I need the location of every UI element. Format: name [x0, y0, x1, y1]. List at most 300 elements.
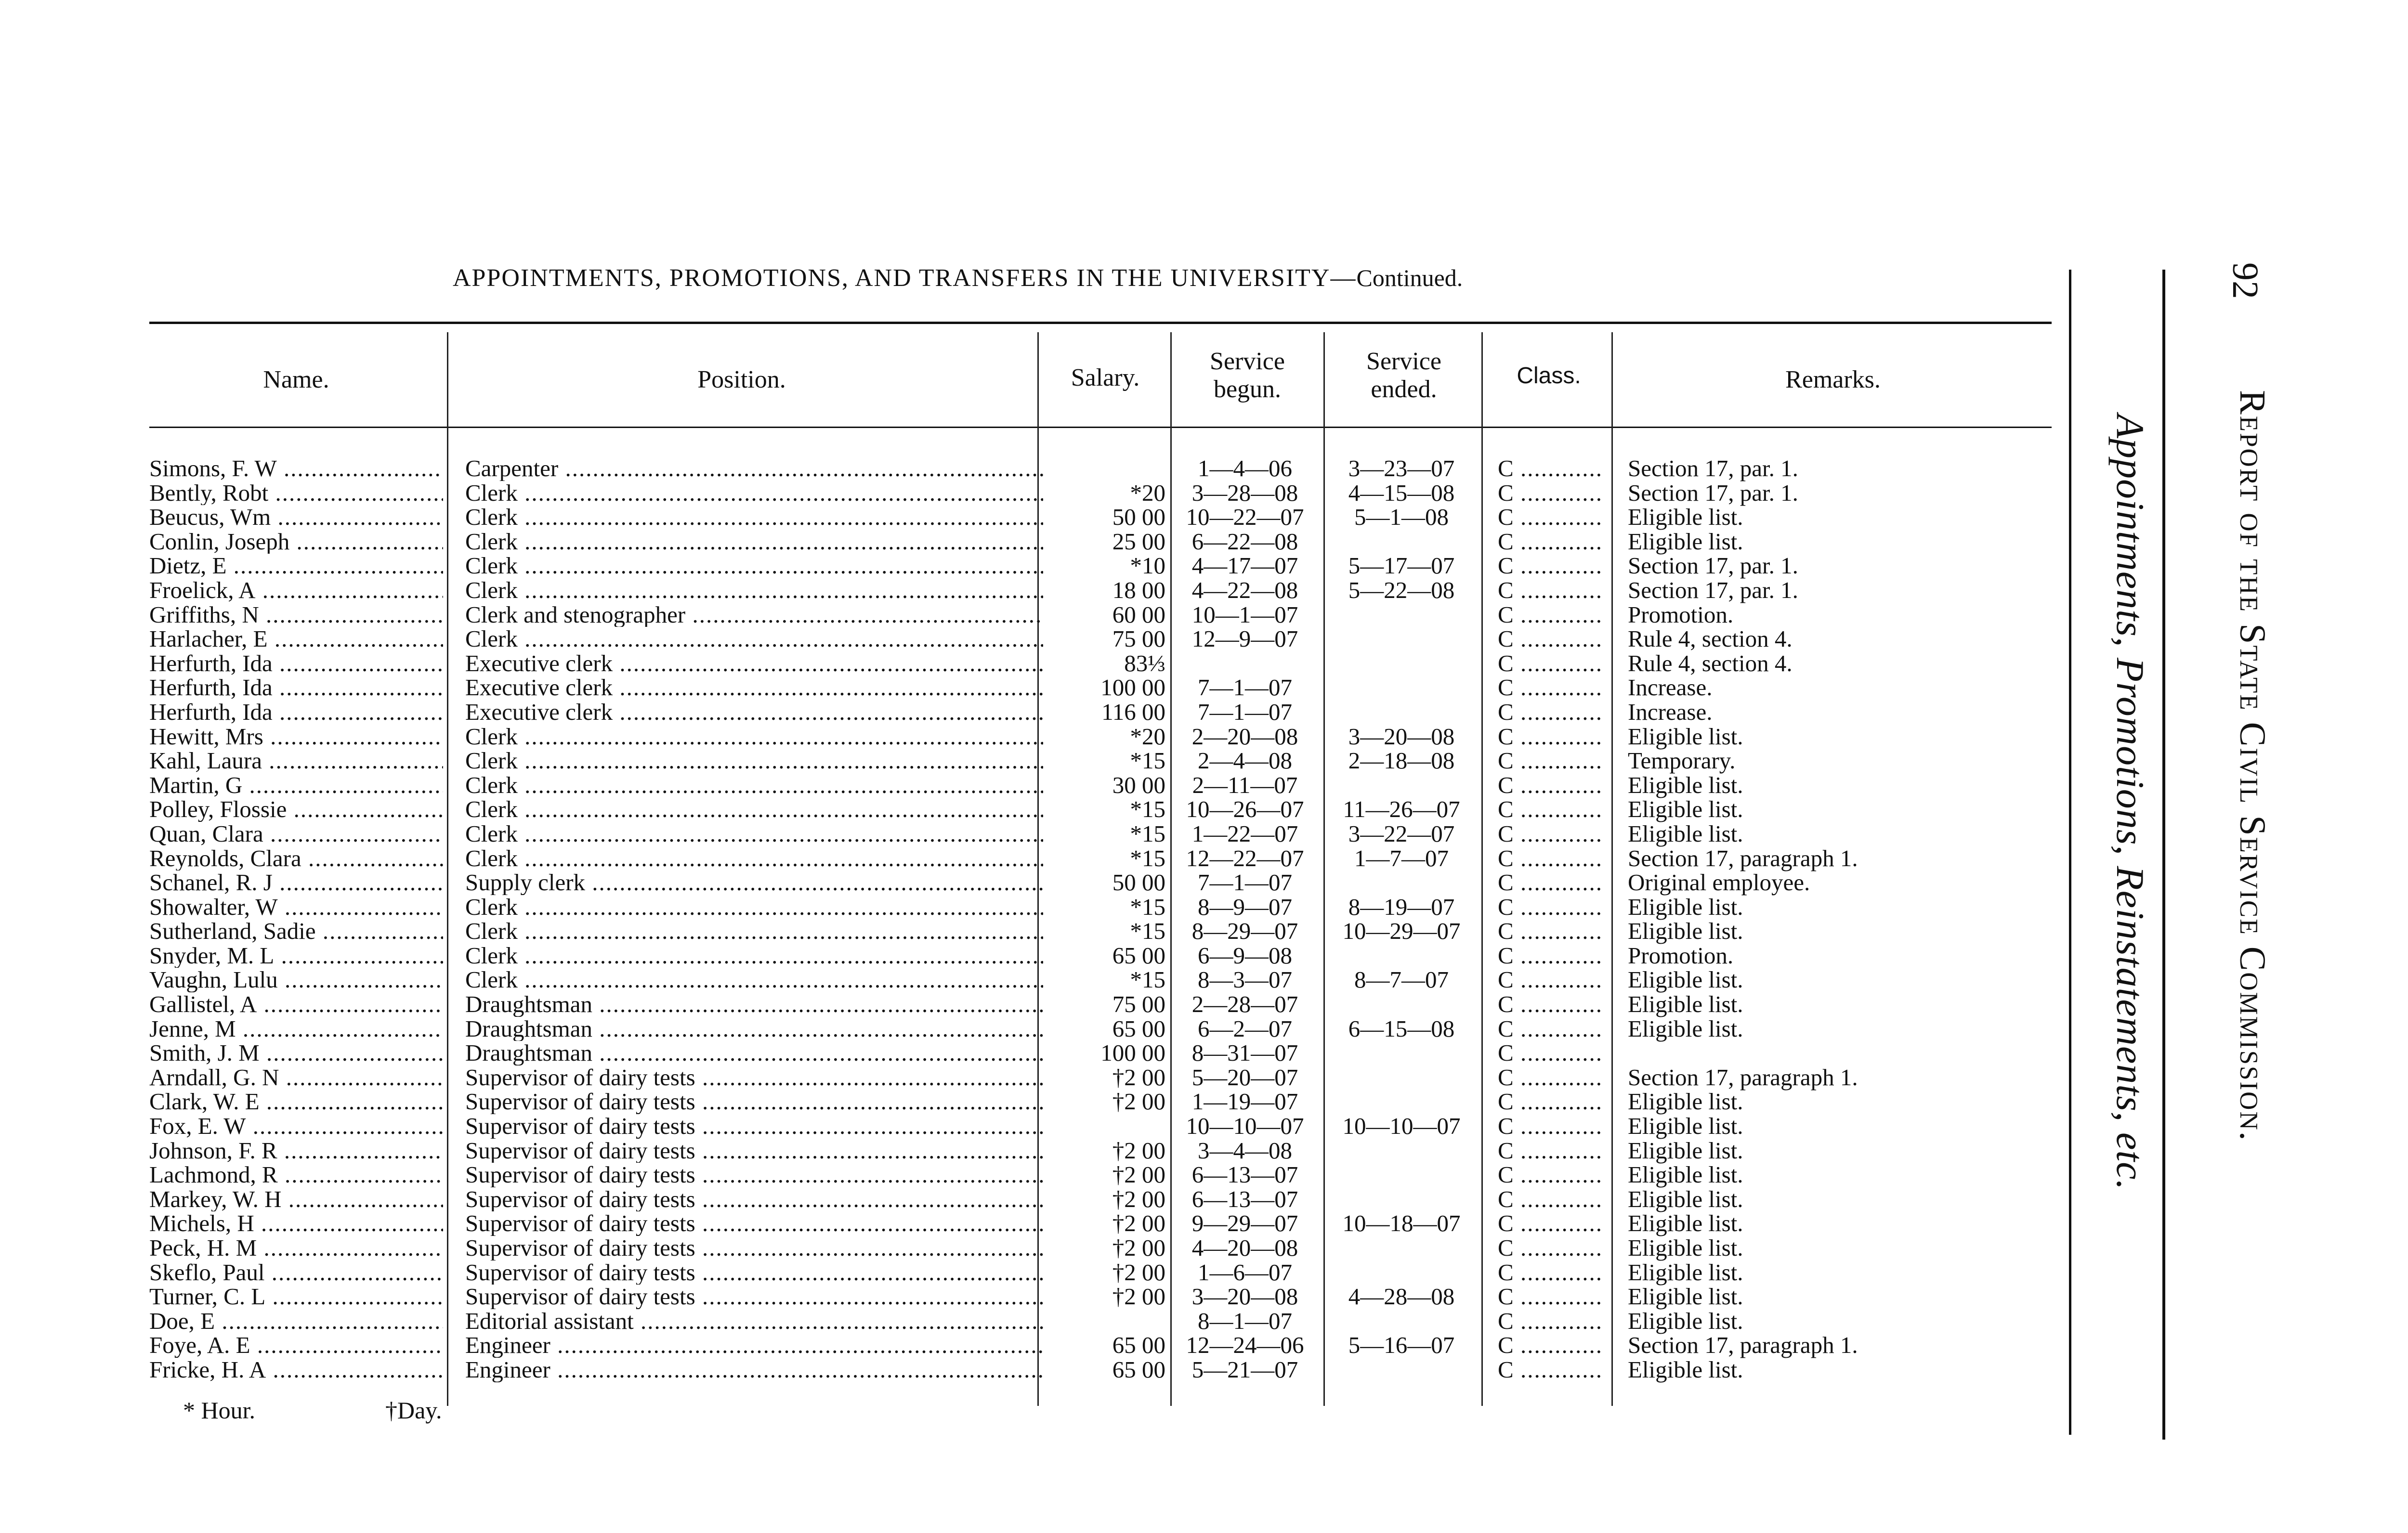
- cell-name: Schanel, R. J .....: [149, 870, 443, 895]
- cell-name: Johnson, F. R .....: [149, 1139, 443, 1163]
- cell-service-begun: 8—9—07: [1198, 893, 1292, 920]
- cell-service-begun: 8—3—07: [1198, 966, 1292, 993]
- table-row: [0, 1285, 2071, 1309]
- cell-remarks: Eligible list.: [1628, 1113, 1743, 1140]
- cell-class: C .....: [1498, 456, 1604, 481]
- cell-class: C .....: [1498, 1309, 1604, 1334]
- table-row: [0, 456, 2071, 481]
- cell-salary: *20: [1130, 723, 1165, 750]
- header-service-begun: [1175, 348, 1320, 403]
- cell-position: Supervisor of dairy tests .....: [465, 1090, 1043, 1114]
- cell-class: C .....: [1498, 846, 1604, 871]
- cell-position: Engineer .....: [465, 1333, 1043, 1358]
- side-rule-inner: [2069, 270, 2071, 1435]
- cell-remarks: Section 17, par. 1.: [1628, 455, 1798, 481]
- cell-class: C .....: [1498, 676, 1604, 700]
- cell-service-ended: 5—16—07: [1348, 1332, 1455, 1359]
- table-row: [0, 676, 2071, 700]
- table-row: [0, 725, 2071, 749]
- cell-position: Supervisor of dairy tests .....: [465, 1260, 1043, 1285]
- cell-position: Engineer .....: [465, 1358, 1043, 1382]
- cell-service-begun: 3—20—08: [1191, 1283, 1298, 1310]
- cell-remarks: Eligible list.: [1628, 1015, 1743, 1042]
- cell-remarks: Eligible list.: [1628, 1283, 1743, 1310]
- table-row: [0, 822, 2071, 846]
- cell-position: Supervisor of dairy tests .....: [465, 1114, 1043, 1139]
- cell-class: C .....: [1498, 1163, 1604, 1187]
- cell-salary: 18 00: [1112, 576, 1165, 603]
- cell-service-ended: 11—26—07: [1343, 796, 1460, 823]
- cell-service-begun: 7—1—07: [1198, 698, 1292, 725]
- cell-position: Clerk .....: [465, 627, 1043, 651]
- cell-position: Clerk .....: [465, 749, 1043, 773]
- table-row: [0, 992, 2071, 1017]
- cell-name: Beucus, Wm .....: [149, 505, 443, 530]
- cell-class: C .....: [1498, 627, 1604, 651]
- table-caption: [453, 264, 1955, 292]
- cell-salary: †2 00: [1112, 1185, 1165, 1212]
- cell-service-begun: 8—31—07: [1191, 1039, 1298, 1066]
- cell-class: C .....: [1498, 578, 1604, 603]
- cell-class: C .....: [1498, 1236, 1604, 1260]
- table-row: [0, 919, 2071, 944]
- cell-remarks: Eligible list.: [1628, 1137, 1743, 1164]
- cell-class: C .....: [1498, 992, 1604, 1017]
- cell-position: Executive clerk .....: [465, 676, 1043, 700]
- cell-remarks: Eligible list.: [1628, 820, 1743, 847]
- cell-name: Michels, H .....: [149, 1211, 443, 1236]
- cell-salary: *15: [1130, 893, 1165, 920]
- cell-class: C .....: [1498, 1139, 1604, 1163]
- cell-remarks: Eligible list.: [1628, 991, 1743, 1018]
- cell-position: Editorial assistant .....: [465, 1309, 1043, 1334]
- cell-service-begun: 1—4—06: [1198, 455, 1292, 481]
- caption-continued: Continued.: [1356, 264, 1463, 291]
- cell-position: Supervisor of dairy tests .....: [465, 1187, 1043, 1212]
- table-row: [0, 797, 2071, 822]
- cell-salary: 50 00: [1112, 869, 1165, 896]
- cell-name: Froelick, A .....: [149, 578, 443, 603]
- cell-salary: 116 00: [1101, 698, 1165, 725]
- table-row: [0, 603, 2071, 627]
- cell-name: Kahl, Laura .....: [149, 749, 443, 773]
- cell-salary: 25 00: [1112, 528, 1165, 555]
- cell-service-begun: 10—10—07: [1186, 1113, 1304, 1140]
- table-row: [0, 870, 2071, 895]
- cell-remarks: Eligible list.: [1628, 796, 1743, 823]
- cell-service-begun: 4—22—08: [1191, 576, 1298, 603]
- cell-salary: †2 00: [1112, 1234, 1165, 1261]
- cell-remarks: Eligible list.: [1628, 1210, 1743, 1237]
- cell-service-ended: 8—19—07: [1348, 893, 1455, 920]
- cell-name: Herfurth, Ida .....: [149, 651, 443, 676]
- table-row: [0, 505, 2071, 530]
- cell-position: Clerk .....: [465, 846, 1043, 871]
- running-title-vertical: Report of the State Civil Service Commission.: [2232, 390, 2273, 1142]
- cell-name: Martin, G .....: [149, 773, 443, 798]
- cell-position: Clerk .....: [465, 530, 1043, 554]
- cell-remarks: Original employee.: [1628, 869, 1810, 896]
- cell-name: Doe, E .....: [149, 1309, 443, 1334]
- cell-remarks: Eligible list.: [1628, 1259, 1743, 1286]
- cell-name: Quan, Clara .....: [149, 822, 443, 846]
- cell-remarks: Section 17, par. 1.: [1628, 479, 1798, 506]
- cell-remarks: Promotion.: [1628, 942, 1734, 969]
- cell-name: Fricke, H. A .....: [149, 1358, 443, 1382]
- cell-class: C .....: [1498, 603, 1604, 627]
- cell-service-begun: 7—1—07: [1198, 674, 1292, 701]
- table-row: [0, 1139, 2071, 1163]
- cell-service-begun: 10—1—07: [1191, 601, 1298, 628]
- cell-position: Clerk .....: [465, 725, 1043, 749]
- cell-service-begun: 5—21—07: [1191, 1356, 1298, 1383]
- cell-salary: †2 00: [1112, 1259, 1165, 1286]
- cell-class: C .....: [1498, 1090, 1604, 1114]
- cell-name: Reynolds, Clara .....: [149, 846, 443, 871]
- cell-position: Clerk .....: [465, 773, 1043, 798]
- cell-name: Foye, A. E .....: [149, 1333, 443, 1358]
- cell-salary: †2 00: [1112, 1064, 1165, 1091]
- cell-service-begun: 12—9—07: [1191, 625, 1298, 652]
- table-row: [0, 1309, 2071, 1334]
- cell-remarks: Eligible list.: [1628, 771, 1743, 798]
- cell-class: C .....: [1498, 1260, 1604, 1285]
- cell-class: C .....: [1498, 725, 1604, 749]
- cell-remarks: Eligible list.: [1628, 1161, 1743, 1188]
- table-row: [0, 846, 2071, 871]
- cell-service-ended: 10—10—07: [1342, 1113, 1461, 1140]
- cell-remarks: Eligible list.: [1628, 1234, 1743, 1261]
- cell-class: C .....: [1498, 870, 1604, 895]
- cell-remarks: Eligible list.: [1628, 504, 1743, 531]
- cell-service-begun: 6—13—07: [1191, 1161, 1298, 1188]
- table-row: [0, 1017, 2071, 1041]
- cell-service-begun: 2—4—08: [1198, 747, 1292, 774]
- cell-salary: *15: [1130, 966, 1165, 993]
- table-row: [0, 1333, 2071, 1358]
- cell-remarks: Promotion.: [1628, 601, 1734, 628]
- table-row: [0, 1041, 2071, 1065]
- table-row: [0, 651, 2071, 676]
- cell-salary: *15: [1130, 918, 1165, 945]
- cell-service-begun: 6—22—08: [1191, 528, 1298, 555]
- cell-name: Showalter, W .....: [149, 895, 443, 920]
- cell-name: Gallistel, A .....: [149, 992, 443, 1017]
- cell-position: Supervisor of dairy tests .....: [465, 1065, 1043, 1090]
- cell-class: C .....: [1498, 1114, 1604, 1139]
- cell-service-begun: 12—24—06: [1186, 1332, 1304, 1359]
- cell-remarks: Section 17, paragraph 1.: [1628, 1332, 1858, 1359]
- cell-position: Clerk .....: [465, 578, 1043, 603]
- cell-position: Clerk .....: [465, 968, 1043, 992]
- cell-position: Supervisor of dairy tests .....: [465, 1139, 1043, 1163]
- table-body: [0, 456, 2071, 1382]
- cell-name: Smith, J. M .....: [149, 1041, 443, 1065]
- cell-salary: 65 00: [1112, 1332, 1165, 1359]
- cell-salary: 100 00: [1100, 1039, 1165, 1066]
- header-position: Position.: [697, 366, 786, 393]
- cell-service-begun: 7—1—07: [1198, 869, 1292, 896]
- cell-position: Supervisor of dairy tests .....: [465, 1211, 1043, 1236]
- cell-remarks: Increase.: [1628, 698, 1713, 725]
- cell-service-begun: 3—4—08: [1198, 1137, 1292, 1164]
- cell-name: Peck, H. M .....: [149, 1236, 443, 1260]
- cell-service-begun: 9—29—07: [1191, 1210, 1298, 1237]
- cell-name: Arndall, G. N .....: [149, 1065, 443, 1090]
- cell-class: C .....: [1498, 1187, 1604, 1212]
- table-row: [0, 749, 2071, 773]
- side-rule-outer: [2162, 270, 2165, 1440]
- cell-salary: 83⅓: [1124, 650, 1165, 676]
- cell-service-begun: 6—2—07: [1198, 1015, 1292, 1042]
- table-row: [0, 1260, 2071, 1285]
- cell-salary: *20: [1130, 479, 1165, 506]
- cell-class: C .....: [1498, 822, 1604, 846]
- cell-service-begun: 1—6—07: [1198, 1259, 1292, 1286]
- cell-position: Supervisor of dairy tests .....: [465, 1236, 1043, 1260]
- footnote-day: †Day.: [385, 1397, 442, 1424]
- cell-remarks: Section 17, paragraph 1.: [1628, 844, 1858, 871]
- cell-service-ended: 3—22—07: [1348, 820, 1455, 847]
- cell-service-begun: 6—9—08: [1198, 942, 1292, 969]
- cell-position: Draughtsman .....: [465, 1017, 1043, 1041]
- cell-name: Skeflo, Paul .....: [149, 1260, 443, 1285]
- cell-name: Polley, Flossie .....: [149, 797, 443, 822]
- cell-name: Bently, Robt .....: [149, 481, 443, 506]
- cell-position: Clerk .....: [465, 944, 1043, 968]
- table-row: [0, 481, 2071, 506]
- cell-service-ended: 5—22—08: [1348, 576, 1455, 603]
- cell-service-ended: 3—23—07: [1348, 455, 1455, 481]
- cell-position: Clerk .....: [465, 919, 1043, 944]
- cell-position: Clerk .....: [465, 481, 1043, 506]
- cell-service-begun: 4—17—07: [1191, 552, 1298, 579]
- cell-service-ended: 4—28—08: [1348, 1283, 1455, 1310]
- cell-remarks: Eligible list.: [1628, 528, 1743, 555]
- cell-service-ended: 1—7—07: [1354, 844, 1449, 871]
- cell-salary: 50 00: [1112, 504, 1165, 531]
- cell-salary: †2 00: [1112, 1088, 1165, 1115]
- cell-service-begun: 5—20—07: [1191, 1064, 1298, 1091]
- cell-position: Supervisor of dairy tests .....: [465, 1163, 1043, 1187]
- cell-name: Vaughn, Lulu .....: [149, 968, 443, 992]
- cell-service-ended: 6—15—08: [1348, 1015, 1455, 1042]
- cell-salary: *15: [1130, 747, 1165, 774]
- cell-service-begun: 2—11—07: [1192, 771, 1298, 798]
- header-remarks: Remarks.: [1785, 366, 1881, 393]
- header-class: Class.: [1517, 363, 1581, 389]
- header-service-ended: [1329, 348, 1479, 403]
- section-title-vertical: Appointments, Promotions, Reinstatements, etc.: [2108, 414, 2152, 1191]
- cell-salary: †2 00: [1112, 1283, 1165, 1310]
- footnote-hour: * Hour.: [183, 1397, 255, 1424]
- cell-class: C .....: [1498, 505, 1604, 530]
- cell-remarks: Eligible list.: [1628, 1307, 1743, 1334]
- cell-class: C .....: [1498, 1211, 1604, 1236]
- cell-salary: 65 00: [1112, 1356, 1165, 1383]
- cell-salary: 65 00: [1112, 1015, 1165, 1042]
- cell-salary: *15: [1130, 820, 1165, 847]
- cell-service-ended: 10—29—07: [1342, 918, 1461, 945]
- cell-name: Herfurth, Ida .....: [149, 700, 443, 725]
- header-service-begun-line2: begun.: [1213, 376, 1282, 403]
- header-name: Name.: [263, 366, 329, 393]
- cell-salary: 100 00: [1100, 674, 1165, 701]
- cell-position: Clerk .....: [465, 797, 1043, 822]
- top-rule: [149, 322, 2052, 324]
- cell-salary: *10: [1130, 552, 1165, 579]
- cell-name: Conlin, Joseph .....: [149, 530, 443, 554]
- cell-name: Harlacher, E .....: [149, 627, 443, 651]
- cell-position: Carpenter .....: [465, 456, 1043, 481]
- cell-class: C .....: [1498, 554, 1604, 578]
- table-row: [0, 1211, 2071, 1236]
- cell-service-begun: 10—22—07: [1186, 504, 1304, 531]
- cell-remarks: Eligible list.: [1628, 918, 1743, 945]
- cell-salary: *15: [1130, 796, 1165, 823]
- cell-class: C .....: [1498, 1041, 1604, 1065]
- cell-service-begun: 2—28—07: [1191, 991, 1298, 1018]
- cell-class: C .....: [1498, 797, 1604, 822]
- header-service-ended-line1: Service: [1366, 348, 1441, 375]
- page-number: 92: [2225, 262, 2265, 299]
- cell-remarks: Increase.: [1628, 674, 1713, 701]
- cell-class: C .....: [1498, 749, 1604, 773]
- cell-position: Clerk .....: [465, 822, 1043, 846]
- table-row: [0, 627, 2071, 651]
- cell-position: Executive clerk .....: [465, 651, 1043, 676]
- table-row: [0, 1090, 2071, 1114]
- cell-remarks: Eligible list.: [1628, 1088, 1743, 1115]
- cell-name: Sutherland, Sadie .....: [149, 919, 443, 944]
- table-row: [0, 554, 2071, 578]
- cell-position: Executive clerk .....: [465, 700, 1043, 725]
- table-row: [0, 1163, 2071, 1187]
- table-row: [0, 895, 2071, 920]
- cell-remarks: Section 17, par. 1.: [1628, 552, 1798, 579]
- header-service-ended-line2: ended.: [1371, 376, 1437, 403]
- cell-service-ended: 10—18—07: [1342, 1210, 1461, 1237]
- cell-name: Snyder, M. L .....: [149, 944, 443, 968]
- cell-position: Supervisor of dairy tests .....: [465, 1285, 1043, 1309]
- cell-class: C .....: [1498, 1358, 1604, 1382]
- cell-name: Simons, F. W .....: [149, 456, 443, 481]
- cell-class: C .....: [1498, 1285, 1604, 1309]
- cell-name: Griffiths, N .....: [149, 603, 443, 627]
- cell-remarks: Eligible list.: [1628, 1356, 1743, 1383]
- table-row: [0, 700, 2071, 725]
- cell-name: Fox, E. W .....: [149, 1114, 443, 1139]
- cell-salary: 60 00: [1112, 601, 1165, 628]
- table-row: [0, 530, 2071, 554]
- cell-position: Clerk .....: [465, 554, 1043, 578]
- cell-remarks: Rule 4, section 4.: [1628, 650, 1793, 676]
- table-row: [0, 578, 2071, 603]
- cell-salary: *15: [1130, 844, 1165, 871]
- table-row: [0, 1114, 2071, 1139]
- cell-service-begun: 12—22—07: [1186, 844, 1304, 871]
- cell-service-ended: 2—18—08: [1348, 747, 1455, 774]
- cell-salary: †2 00: [1112, 1137, 1165, 1164]
- cell-service-begun: 6—13—07: [1191, 1185, 1298, 1212]
- cell-salary: †2 00: [1112, 1210, 1165, 1237]
- cell-service-begun: 2—20—08: [1191, 723, 1298, 750]
- cell-class: C .....: [1498, 1017, 1604, 1041]
- cell-salary: 30 00: [1112, 771, 1165, 798]
- table-row: [0, 1236, 2071, 1260]
- cell-position: Clerk .....: [465, 505, 1043, 530]
- cell-class: C .....: [1498, 773, 1604, 798]
- cell-name: Dietz, E .....: [149, 554, 443, 578]
- header-service-begun-line1: Service: [1210, 348, 1285, 375]
- cell-name: Turner, C. L .....: [149, 1285, 443, 1309]
- cell-remarks: Rule 4, section 4.: [1628, 625, 1793, 652]
- cell-name: Lachmond, R .....: [149, 1163, 443, 1187]
- cell-salary: 75 00: [1112, 625, 1165, 652]
- cell-name: Clark, W. E .....: [149, 1090, 443, 1114]
- cell-remarks: Eligible list.: [1628, 723, 1743, 750]
- cell-name: Hewitt, Mrs .....: [149, 725, 443, 749]
- cell-salary: 75 00: [1112, 991, 1165, 1018]
- cell-service-begun: 1—22—07: [1191, 820, 1298, 847]
- cell-class: C .....: [1498, 1333, 1604, 1358]
- cell-remarks: Eligible list.: [1628, 893, 1743, 920]
- cell-class: C .....: [1498, 968, 1604, 992]
- cell-service-ended: 3—20—08: [1348, 723, 1455, 750]
- cell-remarks: Section 17, paragraph 1.: [1628, 1064, 1858, 1091]
- cell-position: Supply clerk .....: [465, 870, 1043, 895]
- header-bottom-rule: [149, 427, 2052, 428]
- cell-salary: †2 00: [1112, 1161, 1165, 1188]
- cell-class: C .....: [1498, 944, 1604, 968]
- cell-remarks: Temporary.: [1628, 747, 1736, 774]
- cell-service-begun: 10—26—07: [1186, 796, 1304, 823]
- cell-service-ended: 5—1—08: [1354, 504, 1449, 531]
- cell-position: Draughtsman .....: [465, 1041, 1043, 1065]
- cell-service-ended: 5—17—07: [1348, 552, 1455, 579]
- cell-remarks: Section 17, par. 1.: [1628, 576, 1798, 603]
- cell-service-ended: 4—15—08: [1348, 479, 1455, 506]
- cell-class: C .....: [1498, 700, 1604, 725]
- cell-service-begun: 8—29—07: [1191, 918, 1298, 945]
- cell-class: C .....: [1498, 530, 1604, 554]
- cell-name: Markey, W. H .....: [149, 1187, 443, 1212]
- cell-service-begun: 3—28—08: [1191, 479, 1298, 506]
- cell-service-begun: 8—1—07: [1198, 1307, 1292, 1334]
- cell-class: C .....: [1498, 1065, 1604, 1090]
- cell-service-begun: 1—19—07: [1191, 1088, 1298, 1115]
- cell-position: Draughtsman .....: [465, 992, 1043, 1017]
- cell-service-begun: 4—20—08: [1191, 1234, 1298, 1261]
- cell-remarks: Eligible list.: [1628, 966, 1743, 993]
- cell-salary: 65 00: [1112, 942, 1165, 969]
- table-row: [0, 773, 2071, 798]
- cell-class: C .....: [1498, 651, 1604, 676]
- header-salary: Salary.: [1071, 364, 1140, 391]
- table-row: [0, 1187, 2071, 1212]
- caption-main: APPOINTMENTS, PROMOTIONS, AND TRANSFERS IN THE UNIVERSITY—: [453, 264, 1357, 292]
- table-row: [0, 1065, 2071, 1090]
- cell-position: Clerk and stenographer .....: [465, 603, 1043, 627]
- cell-name: Herfurth, Ida .....: [149, 676, 443, 700]
- cell-class: C .....: [1498, 895, 1604, 920]
- cell-class: C .....: [1498, 481, 1604, 506]
- cell-name: Jenne, M .....: [149, 1017, 443, 1041]
- cell-class: C .....: [1498, 919, 1604, 944]
- table-row: [0, 944, 2071, 968]
- cell-position: Clerk .....: [465, 895, 1043, 920]
- cell-service-ended: 8—7—07: [1354, 966, 1449, 993]
